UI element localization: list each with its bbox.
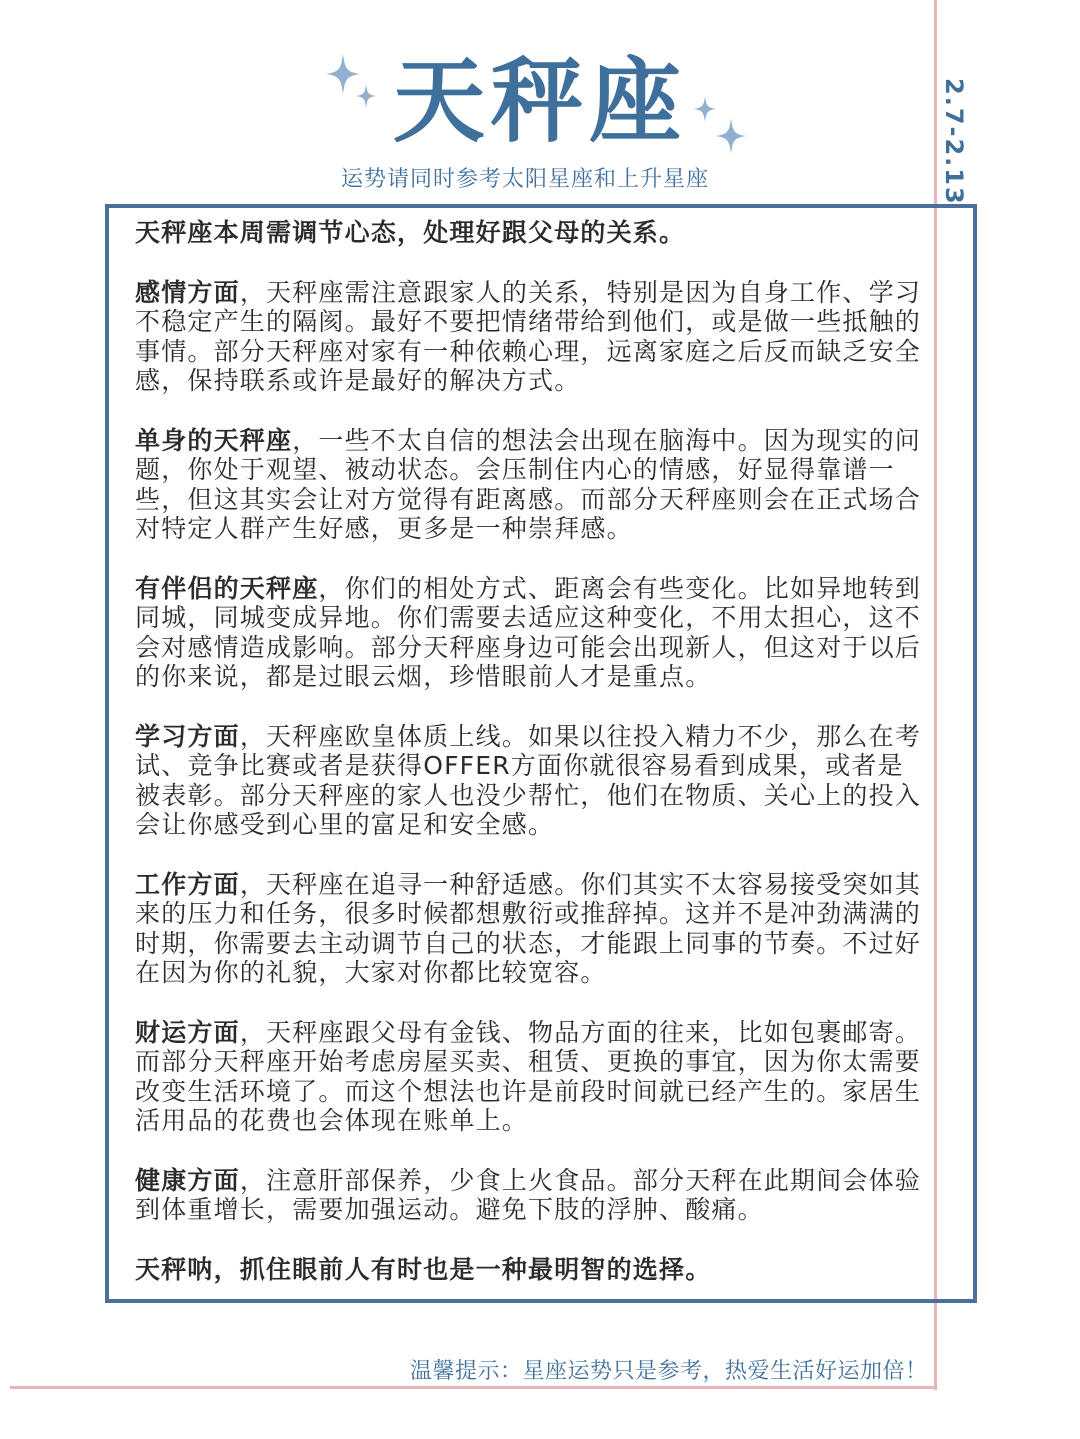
section-text: ，天秤座欧皇体质上线。如果以往投入精力不少，那么在考试、竞争比赛或者是获得OFFER方面你就很容易看到成果，或者是被表彰。部分天秤座的家人也没少帮忙，他们在物质、关心上的投入会让你感受到心里的富足和安全感。 <box>135 721 922 839</box>
section-label: 健康方面 <box>135 1165 240 1195</box>
section-label: 感情方面 <box>135 277 240 307</box>
pink-horizontal-line <box>10 1386 937 1389</box>
section-single <box>135 426 925 544</box>
section-study <box>135 722 925 840</box>
section-partnered <box>135 574 925 692</box>
date-range: 2.7-2.13 <box>940 78 968 206</box>
section-text: ，一些不太自信的想法会出现在脑海中。因为现实的问题，你处于观望、被动状态。会压制住内心的情感，好显得靠谱一些，但这其实会让对方觉得有距离感。而部分天秤座则会在正式场合对特定人群产生好感，更多是一种崇拜感。 <box>135 425 922 543</box>
page-title: 天秤座 <box>392 48 687 155</box>
section-label: 单身的天秤座 <box>135 425 293 455</box>
section-text: ，天秤座在追寻一种舒适感。你们其实不太容易接受突如其来的压力和任务，很多时候都想敷衍或推辞掉。这并不是冲劲满满的时期，你需要去主动调节自己的状态，才能跟上同事的节奏。不过好在因为你的礼貌，大家对你都比较宽容。 <box>135 869 922 987</box>
section-text: ，天秤座需注意跟家人的关系，特别是因为自身工作、学习不稳定产生的隔阂。最好不要把情绪带给到他们，或是做一些抵触的事情。部分天秤座对家有一种依赖心理，远离家庭之后反而缺乏安全感，保持联系或许是最好的解决方式。 <box>135 277 922 395</box>
section-health <box>135 1166 925 1225</box>
section-label: 有伴侣的天秤座 <box>135 573 319 603</box>
section-text: ，天秤座跟父母有金钱、物品方面的往来，比如包裹邮寄。而部分天秤座开始考虑房屋买卖、租赁、更换的事宜，因为你太需要改变生活环境了。而这个想法也许是前段时间就已经产生的。家居生活用品的花费也会体现在账单上。 <box>135 1017 922 1135</box>
section-wealth <box>135 1018 925 1136</box>
section-text: ，注意肝部保养，少食上火食品。部分天秤在此期间会体验到体重增长，需要加强运动。避免下肢的浮肿、酸痛。 <box>135 1165 922 1224</box>
section-label: 财运方面 <box>135 1017 240 1047</box>
section-label: 学习方面 <box>135 721 240 751</box>
section-work <box>135 870 925 988</box>
section-love <box>135 278 925 396</box>
footer-tip: 温馨提示：星座运势只是参考，热爱生活好运加倍！ <box>410 1359 928 1384</box>
summary-line: 天秤座本周需调节心态，处理好跟父母的关系。 <box>135 218 686 247</box>
subtitle: 运势请同时参考太阳星座和上升星座 <box>340 167 709 192</box>
closing-line: 天秤呐，抓住眼前人有时也是一种最明智的选择。 <box>135 1254 712 1284</box>
section-text: ，你们的相处方式、距离会有些变化。比如异地转到同城，同城变成异地。你们需要去适应这种变化，不用太担心，这不会对感情造成影响。部分天秤座身边可能会出现新人，但这对于以后的你来说，都是过眼云烟，珍惜眼前人才是重点。 <box>135 573 922 691</box>
horoscope-body <box>135 218 925 1314</box>
section-label: 工作方面 <box>135 869 240 899</box>
